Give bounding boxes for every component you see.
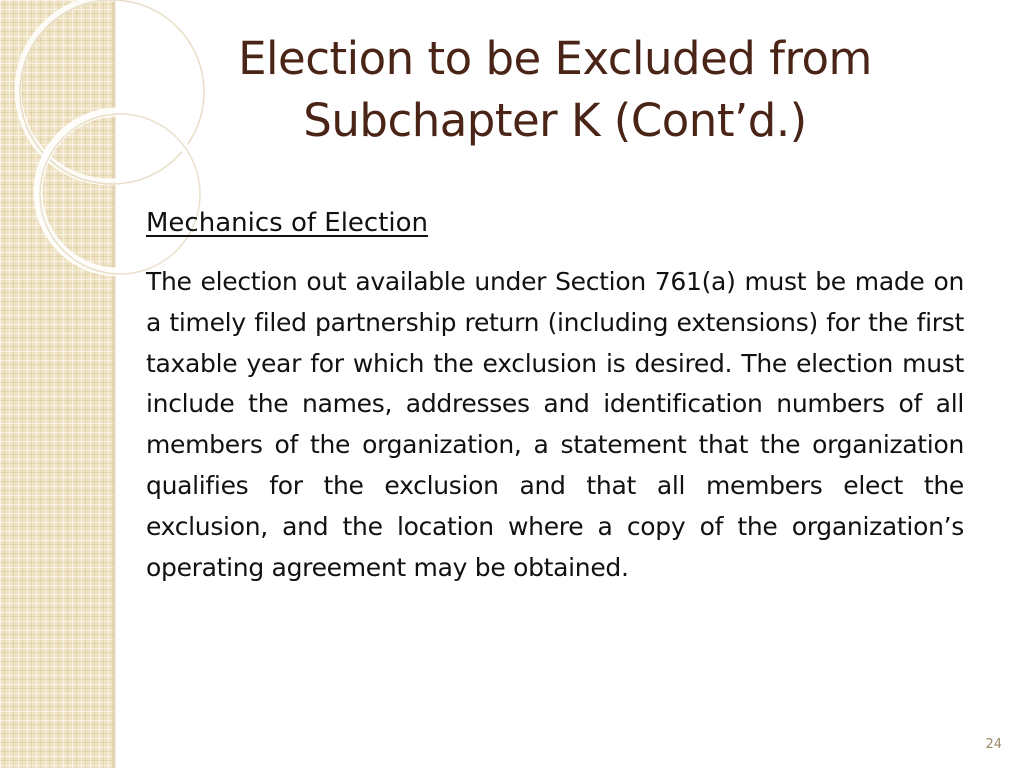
band-edge-divider — [113, 0, 116, 768]
decorative-side-band — [0, 0, 113, 768]
section-subheading: Mechanics of Election — [146, 208, 429, 238]
page-number: 24 — [985, 737, 1002, 752]
slide-title: Election to be Excluded from Subchapter K (Cont’d.) — [238, 32, 872, 147]
body-paragraph: The election out available under Section 761(a) must be made on a timely filed partnership return (including extensions) for the first taxable year for which the exclusion is desired. The election must include the names, addresses and identification numbers of all members of the organization, a statement that the organization qualifies for the exclusion and that all members elect the exclusion, and the location where a copy of the organization’s operating agreement may be obtained. — [146, 267, 964, 582]
